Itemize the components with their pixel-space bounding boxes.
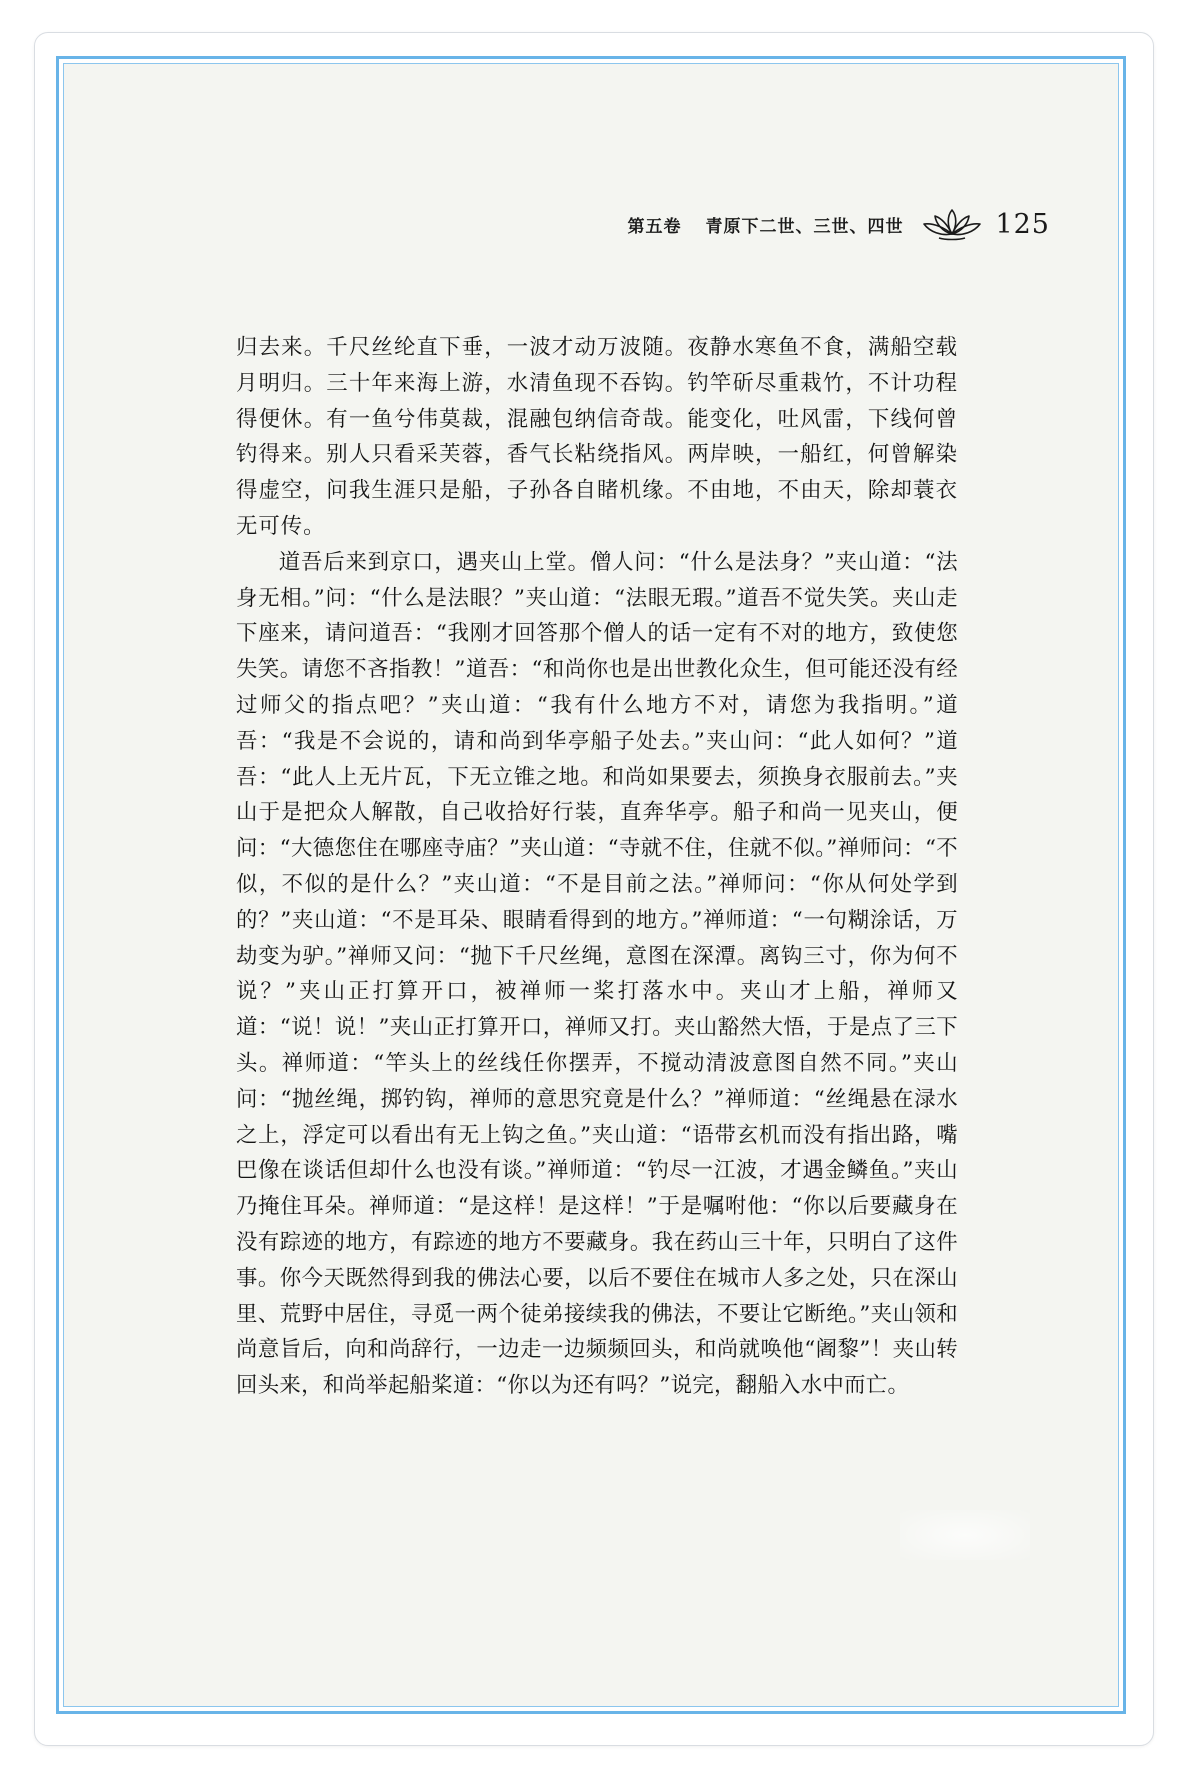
narrative-paragraph: 道吾后来到京口，遇夹山上堂。僧人问：“什么是法身？”夹山道：“法身无相。”问：“什么是法眼？”夹山道：“法眼无瑕。”道吾不觉失笑。夹山走下座来，请问道吾：“我刚才回答那个僧人的话一定有不对的地方，致使您失笑。请您不吝指教！”道吾：“和尚你也是出世教化众生，但可能还没有经过师父的指点吧？”夹山道：“我有什么地方不对，请您为我指明。”道吾：“我是不会说的，请和尚到华亭船子处去。”夹山问：“此人如何？”道吾：“此人上无片瓦，下无立锥之地。和尚如果要去，须换身衣服前去。”夹山于是把众人解散，自己收拾好行装，直奔华亭。船子和尚一见夹山，便问：“大德您住在哪座寺庙？”夹山道：“寺就不住，住就不似。”禅师问：“不似，不似的是什么？”夹山道：“不是目前之法。”禅师问：“你从何处学到的？”夹山道：“不是耳朵、眼睛看得到的地方。”禅师道：“一句糊涂话，万劫变为驴。”禅师又问：“抛下千尺丝绳，意图在深潭。离钩三寸，你为何不说？”夹山正打算开口，被禅师一桨打落水中。夹山才上船，禅师又道：“说！说！”夹山正打算开口，禅师又打。夹山豁然大悟，于是点了三下头。禅师道：“竿头上的丝线任你摆弄，不搅动清波意图自然不同。”夹山问：“抛丝绳，掷钓钩，禅师的意思究竟是什么？”禅师道：“丝绳悬在渌水之上，浮定可以看出有无上钩之鱼。”夹山道：“语带玄机而没有指出路，嘴巴像在谈话但却什么也没有谈。”禅师道：“钓尽一江波，才遇金鳞鱼。”夹山乃掩住耳朵。禅师道：“是这样！是这样！”于是嘱咐他：“你以后要藏身在没有踪迹的地方，有踪迹的地方不要藏身。我在药山三十年，只明白了这件事。你今天既然得到我的佛法心要，以后不要住在城市人多之处，只在深山里、荒野中居住，寻觅一两个徒弟接续我的佛法，不要让它断绝。”夹山领和尚意旨后，向和尚辞行，一边走一边频频回头，和尚就唤他“阇黎”！夹山转回头来，和尚举起船桨道：“你以为还有吗？”说完，翻船入水中而亡。 — [236, 549, 958, 1399]
section-label: 青原下二世、三世、四世 — [705, 216, 904, 237]
poem-paragraph: 归去来。千尺丝纶直下垂，一波才动万波随。夜静水寒鱼不食，满船空载月明归。三十年来海上游，水清鱼现不吞钩。钓竿斫尽重栽竹，不计功程得便休。有一鱼兮伟莫裁，混融包纳信奇哉。能变化，吐风雷，下线何曾钓得来。别人只看采芙蓉，香气长粘绕指风。两岸映，一船红，何曾解染得虚空，问我生涯只是船，子孙各自睹机缘。不由地，不由天，除却蓑衣无可传。 — [236, 335, 958, 539]
page-body — [236, 330, 958, 1404]
lotus-ornament-icon — [921, 204, 983, 244]
scan-smudge — [900, 1510, 1030, 1560]
running-header — [627, 199, 1050, 249]
chapter-label: 第五卷 — [627, 216, 682, 237]
page-number: 125 — [995, 208, 1050, 240]
